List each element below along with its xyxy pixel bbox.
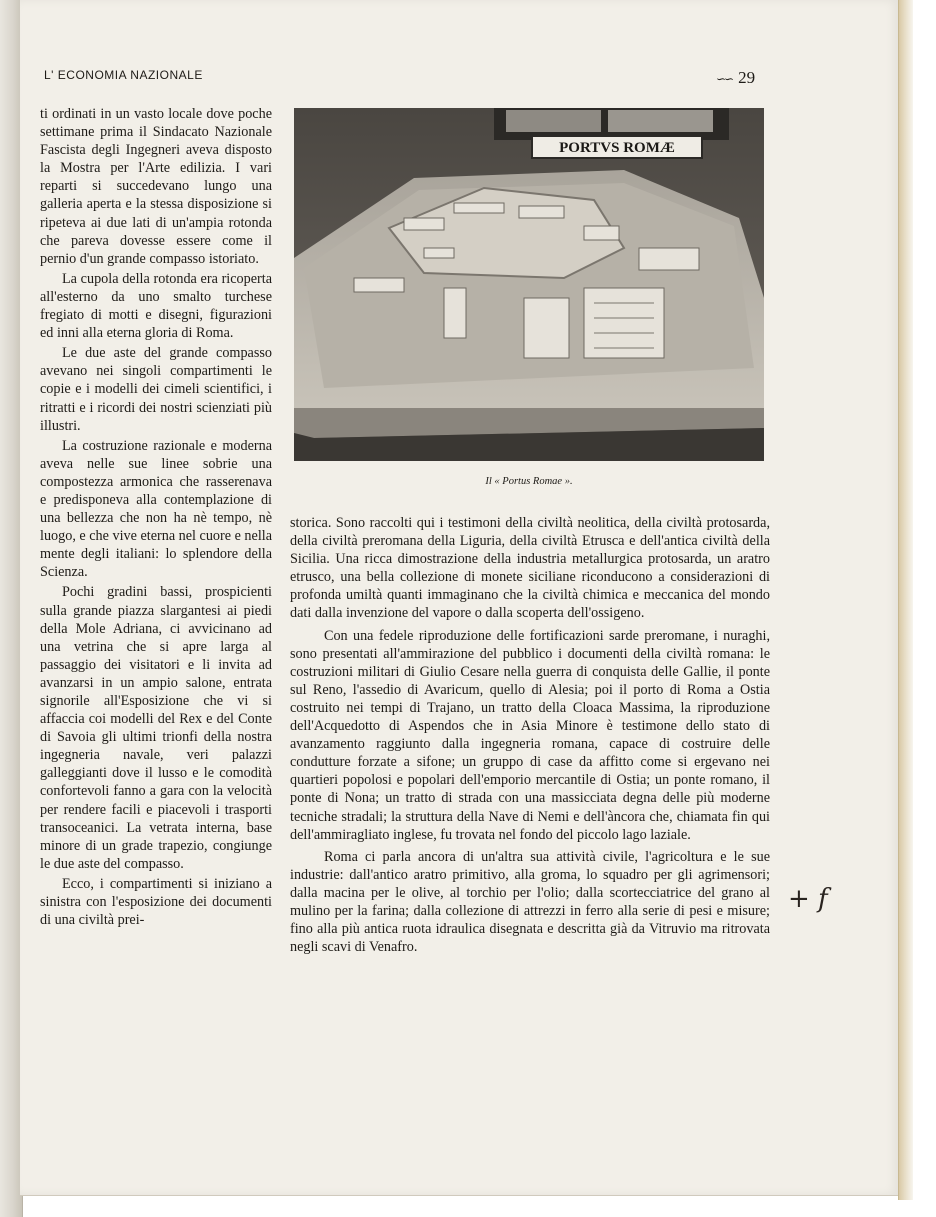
running-title: L' ECONOMIA NAZIONALE: [44, 68, 203, 82]
ornament-icon: ∽∽: [716, 72, 733, 86]
left-paragraph-4: La costruzione razionale e moderna aveva nelle sue linee sobrie una compostezza armonica che rasserenava e predisponeva alla contemplazione di una bellezza che non ha nè tempo, nè luogo, e che vive eterna nel cuore e nella mente degli italiani: lo splendore della Scienza.: [40, 437, 273, 581]
left-paragraph-3: Le due aste del grande compasso avevano nei singoli compartimenti le copie e i modelli dei cimeli scientifici, i ritratti e i ricordi dei nostri scienziati più illustri.: [40, 345, 272, 434]
figure-caption: Il « Portus Romae ».: [485, 476, 573, 487]
left-paragraph-6: Ecco, i compartimenti si iniziano a sinistra con l'esposizione dei documenti di una civiltà prei-: [40, 875, 272, 929]
right-paragraph-1: storica. Sono raccolti qui i testimoni della civiltà neolitica, della civiltà protosarda, della civiltà preromana della Liguria, della civiltà Etrusca e dell'antica civiltà della Sicilia. Una ricca dimostrazione della industria metallurgica protosarda, un aratro etrusco, una bella collezione di monete siciliane riconducono a considerazioni di profonda umiltà quanti immaginano che la civiltà chimica e meccanica del mondo dati dalla invenzione del vapore o dalla scoperta dell'ossigeno.: [290, 515, 770, 622]
right-paragraph-2: Con una fedele riproduzione delle fortificazioni sarde preromane, i nuraghi, sono presentati all'ammirazione del pubblico i documenti della civiltà romana: le costruzioni militari di Giulio Cesare nella guerra di conquista delle Gallie, il ponte sul Reno, l'assedio di Avaricum, quello di Alesia; poi il porto di Roma a Ostia costruito nei tempi di Trajano, un tratto della Cloaca Massima, la riproduzione dell'Acquedotto di Aspendos che in Asia Minore è testimone dello stato di avanzamento raggiunto dalla ingegneria romana, capace di costruire delle condutture forzate a sifone; un gruppo di case da affitto come si ergevano nei quartieri popolosi e popolari dell'emporio mercantile di Ostia; un ponte romano, il ponte di Nona; un tratto di strada con una massicciata degna delle più moderne tecniche stradali; la struttura della Nave di Nemi e dell'àncora che, chiamata fin qui dell'ammiragliato inglese, fu trovata nel fondo del piccolo lago laziale.: [290, 627, 770, 843]
page-number-block: [716, 68, 755, 88]
page-number: 29: [738, 68, 756, 87]
right-column: [290, 514, 770, 956]
handwritten-margin-note: + f: [788, 884, 828, 914]
left-paragraph-1: ti ordinati in un vasto locale dove poche settimane prima il Sindacato Nazionale Fascista degli Ingegneri aveva disposto la Mostra per l'Arte edilizia. I vari reparti si succedevano lungo una galleria aperta e la stessa disposizione si ripeteva ai due lati di un'ampia rotonda che pareva dovesse essere come il pernio d'un grande compasso istoriato.: [40, 106, 272, 267]
left-column: [40, 105, 272, 929]
left-paragraph-2: La cupola della rotonda era ricoperta all'esterno da uno smalto turchese fregiato di motti e disegni, figurazioni ed inni alla eterna gloria di Roma.: [40, 270, 272, 342]
model-illustration: [294, 108, 764, 461]
portus-romae-photo: [294, 108, 764, 461]
left-paragraph-5: Pochi gradini bassi, prospicienti sulla grande piazza slargantesi ai piedi della Mole Adriana, ci avvicinano ad una vetrina che si apre larga al passaggio dei visitatori e li invita ad avanzarsi in un ampio salone, entrata signorile all'Esposizione che vi si affaccia coi modelli del Rex e del Conte di Savoia gli ultimi trionfi della nostra ingegneria navale, veri palazzi galleggianti dove il lusso e le comodità confortevoli fanno a gara con la velocità per rendere facili e piacevoli i trasporti transoceanici. La vetrata interna, base minore di un grade trapezio, congiunge le due aste del compasso.: [40, 584, 272, 872]
photo-sign-text: PORTVS ROMÆ: [559, 140, 675, 156]
right-paragraph-3: Roma ci parla ancora di un'altra sua attività civile, l'agricoltura e le sue industrie: dall'antico aratro primitivo, alla groma, lo squadro per gli agrimensori; dalla macina per le olive, al torchio per l'olio; dalla scortecciatrice del grano al mulino per la farina; dalla collezione di attrezzi in ferro alla serie di pesi e misure; fino alla più antica ruota idraulica disegnata e descritta già da Vitruvio ma ritrovata negli scavi di Venafro.: [290, 848, 770, 956]
page-edge: [898, 0, 913, 1200]
